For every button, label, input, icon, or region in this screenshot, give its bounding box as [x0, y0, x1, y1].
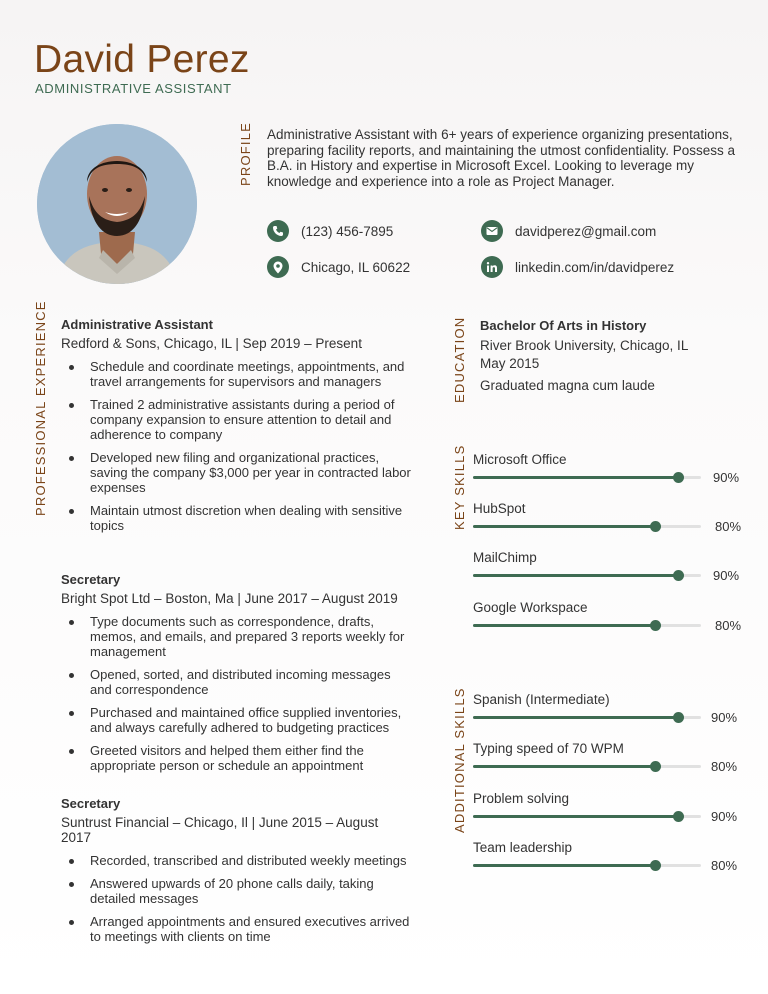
profile-line: preparing facility reports, and maintaining the utmost confidentiality. Possess a: [267, 142, 735, 158]
skill-item: [473, 840, 743, 873]
skill-percent: 90%: [713, 568, 740, 583]
skill-bar-knob: [673, 811, 684, 822]
contact-location: [267, 256, 410, 278]
skill-percent: 80%: [715, 519, 742, 534]
skill-bar-track: [473, 525, 701, 528]
skill-bar-track: [473, 765, 701, 768]
skill-name: HubSpot: [473, 501, 526, 516]
profile-photo: [37, 124, 197, 284]
profile-summary: [267, 127, 741, 189]
skill-bar-track: [473, 815, 701, 818]
skill-name: Problem solving: [473, 791, 570, 806]
job-title: Administrative Assistant: [61, 317, 213, 332]
skill-percent: 90%: [711, 809, 738, 824]
skill-item: [473, 791, 743, 824]
job-entry: [61, 572, 411, 781]
skill-item: [473, 692, 743, 725]
skill-item: [473, 600, 743, 633]
email-icon: [481, 220, 503, 242]
skill-bar-track: [473, 624, 701, 627]
list-item: Type documents such as correspondence, drafts, memos, and emails, and prepared 3 reports weekly for management: [61, 614, 411, 660]
phone-text: (123) 456-7895: [301, 223, 394, 239]
job-meta: Redford & Sons, Chicago, IL | Sep 2019 – Present: [61, 336, 362, 351]
skill-bar-track: [473, 476, 701, 479]
section-label-education: EDUCATION: [452, 316, 467, 403]
skill-bar-fill: [473, 716, 678, 719]
skill-bar-knob: [650, 521, 661, 532]
skill-name: Typing speed of 70 WPM: [473, 741, 624, 756]
skill-bar-track: [473, 864, 701, 867]
skill-percent: 90%: [711, 710, 738, 725]
phone-icon: [267, 220, 289, 242]
skill-bar-knob: [673, 570, 684, 581]
candidate-name: David Perez: [34, 38, 250, 81]
candidate-title: ADMINISTRATIVE ASSISTANT: [35, 81, 232, 96]
location-text: Chicago, IL 60622: [301, 259, 411, 275]
job-entry: [61, 796, 411, 952]
skill-item: [473, 452, 743, 485]
list-item: Maintain utmost discretion when dealing with sensitive topics: [61, 503, 411, 533]
job-bullets: [61, 614, 411, 773]
skill-bar-knob: [650, 620, 661, 631]
honors: Graduated magna cum laude: [480, 378, 655, 393]
skill-item: [473, 501, 743, 534]
list-item: Trained 2 administrative assistants during a period of company expansion to ensure attention to detail and adherence to company: [61, 397, 411, 443]
linkedin-icon: [481, 256, 503, 278]
job-meta: Bright Spot Ltd – Boston, Ma | June 2017 – August 2019: [61, 591, 398, 606]
skill-name: Google Workspace: [473, 600, 588, 615]
skill-percent: 80%: [711, 858, 738, 873]
skill-bar-fill: [473, 525, 655, 528]
list-item: Answered upwards of 20 phone calls daily, taking detailed messages: [61, 876, 411, 906]
job-meta: Suntrust Financial – Chicago, Il | June 2015 – August 2017: [61, 815, 379, 845]
job-title: Secretary: [61, 572, 121, 587]
skill-bar-fill: [473, 574, 678, 577]
list-item: Schedule and coordinate meetings, appointments, and travel arrangements for supervisors and managers: [61, 359, 411, 389]
list-item: Greeted visitors and helped them either find the appropriate person or schedule an appointment: [61, 743, 411, 773]
skill-name: Spanish (Intermediate): [473, 692, 610, 707]
profile-line: B.A. in History and expertise in Microsoft Excel. Looking to leverage my: [267, 158, 694, 173]
list-item: Purchased and maintained office supplied inventories, and always carefully adhered to budgeting practices: [61, 705, 411, 735]
skill-bar-track: [473, 574, 701, 577]
list-item: Developed new filing and organizational practices, saving the company $3,000 per year in contracted labor expenses: [61, 450, 411, 496]
section-label-key-skills: KEY SKILLS: [452, 444, 467, 530]
contact-email[interactable]: [481, 220, 656, 242]
skill-name: Team leadership: [473, 840, 573, 855]
skill-bar-fill: [473, 864, 655, 867]
list-item: Arranged appointments and ensured executives arrived to meetings with clients on time: [61, 914, 411, 944]
contact-phone[interactable]: [267, 220, 393, 242]
job-title: Secretary: [61, 796, 121, 811]
skill-bar-knob: [650, 761, 661, 772]
job-bullets: [61, 853, 411, 944]
skill-percent: 80%: [711, 759, 738, 774]
profile-line: Administrative Assistant with 6+ years of experience organizing presentations,: [267, 127, 733, 142]
skill-item: [473, 550, 743, 583]
section-label-additional-skills: ADDITIONAL SKILLS: [452, 687, 467, 833]
skill-bar-knob: [673, 472, 684, 483]
skill-bar-fill: [473, 815, 678, 818]
skill-bar-knob: [650, 860, 661, 871]
skill-percent: 90%: [713, 470, 740, 485]
education-entry: [480, 318, 740, 393]
skill-bar-knob: [673, 712, 684, 723]
section-label-profile: PROFILE: [238, 121, 253, 186]
graduation-date: May 2015: [480, 356, 540, 371]
skill-name: Microsoft Office: [473, 452, 567, 467]
skill-percent: 80%: [715, 618, 742, 633]
school: River Brook University, Chicago, IL: [480, 338, 689, 353]
job-bullets: [61, 359, 411, 534]
skill-item: [473, 741, 743, 774]
contact-linkedin[interactable]: [481, 256, 674, 278]
email-text: davidperez@gmail.com: [515, 223, 657, 239]
skill-bar-fill: [473, 624, 655, 627]
profile-line: knowledge and experience into a role as Project Manager.: [267, 173, 615, 189]
skill-name: MailChimp: [473, 550, 537, 565]
person-portrait-icon: [37, 124, 197, 284]
location-pin-icon: [267, 256, 289, 278]
skill-bar-fill: [473, 765, 655, 768]
skill-bar-track: [473, 716, 701, 719]
list-item: Recorded, transcribed and distributed weekly meetings: [61, 853, 411, 868]
skill-bar-fill: [473, 476, 678, 479]
list-item: Opened, sorted, and distributed incoming messages and correspondence: [61, 667, 411, 697]
degree: Bachelor Of Arts in History: [480, 318, 647, 333]
linkedin-text: linkedin.com/in/davidperez: [515, 259, 675, 275]
section-label-experience: PROFESSIONAL EXPERIENCE: [33, 300, 48, 516]
job-entry: [61, 317, 411, 541]
